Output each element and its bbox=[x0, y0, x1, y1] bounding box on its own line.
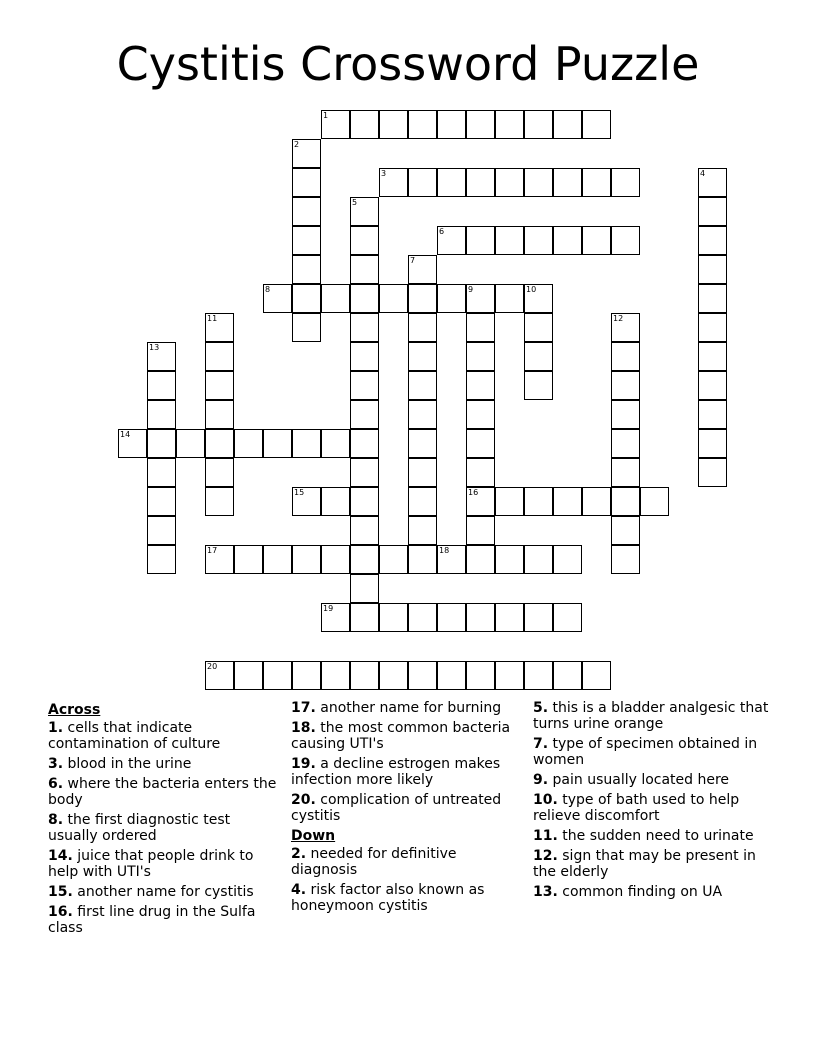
grid-cell[interactable] bbox=[408, 429, 437, 458]
grid-cell[interactable] bbox=[292, 284, 321, 313]
grid-cell[interactable] bbox=[118, 429, 147, 458]
grid-cell[interactable] bbox=[698, 429, 727, 458]
grid-cell[interactable] bbox=[321, 284, 350, 313]
clue-text: a decline estrogen makes infection more likely bbox=[291, 756, 501, 788]
grid-cell[interactable] bbox=[205, 429, 234, 458]
grid-cell[interactable] bbox=[466, 226, 495, 255]
grid-cell[interactable] bbox=[263, 429, 292, 458]
down-clue bbox=[291, 846, 523, 878]
grid-cell[interactable] bbox=[408, 661, 437, 690]
grid-cell[interactable] bbox=[379, 284, 408, 313]
grid-cell[interactable] bbox=[466, 110, 495, 139]
grid-cell[interactable] bbox=[495, 168, 524, 197]
grid-cell[interactable] bbox=[611, 400, 640, 429]
grid-cell[interactable] bbox=[408, 371, 437, 400]
grid-cell[interactable] bbox=[553, 168, 582, 197]
page-title: Cystitis Crossword Puzzle bbox=[116, 37, 700, 91]
grid-cell[interactable] bbox=[553, 603, 582, 632]
grid-cell[interactable] bbox=[582, 226, 611, 255]
grid-cell[interactable] bbox=[408, 342, 437, 371]
grid-cell[interactable] bbox=[495, 110, 524, 139]
clue-number-label: 12. bbox=[533, 848, 558, 864]
clue-number-label: 5. bbox=[533, 700, 549, 716]
clue-text: cells that indicate contamination of culture bbox=[48, 720, 221, 752]
grid-cell[interactable] bbox=[698, 458, 727, 487]
clue-number: 16 bbox=[468, 488, 479, 497]
grid-cell[interactable] bbox=[321, 110, 350, 139]
clue-number: 13 bbox=[149, 343, 160, 352]
across-clue bbox=[48, 848, 280, 880]
grid-cell[interactable] bbox=[205, 371, 234, 400]
grid-cell[interactable] bbox=[205, 400, 234, 429]
grid-cell[interactable] bbox=[292, 661, 321, 690]
clue-column-2 bbox=[291, 700, 523, 918]
grid-cell[interactable] bbox=[611, 168, 640, 197]
grid-cell[interactable] bbox=[524, 371, 553, 400]
clue-number-label: 14. bbox=[48, 848, 73, 864]
grid-cell[interactable] bbox=[147, 516, 176, 545]
across-clue bbox=[291, 720, 523, 752]
grid-cell[interactable] bbox=[553, 226, 582, 255]
grid-cell[interactable] bbox=[611, 545, 640, 574]
down-heading: Down bbox=[291, 828, 336, 844]
down-clue bbox=[533, 772, 773, 788]
grid-cell[interactable] bbox=[350, 313, 379, 342]
grid-cell[interactable] bbox=[495, 226, 524, 255]
grid-cell[interactable] bbox=[611, 342, 640, 371]
grid-cell[interactable] bbox=[292, 197, 321, 226]
clue-number: 18 bbox=[439, 546, 450, 555]
grid-cell[interactable] bbox=[292, 429, 321, 458]
grid-cell[interactable] bbox=[147, 371, 176, 400]
grid-cell[interactable] bbox=[611, 226, 640, 255]
grid-cell[interactable] bbox=[466, 313, 495, 342]
clue-number-label: 7. bbox=[533, 736, 549, 752]
grid-cell[interactable] bbox=[611, 371, 640, 400]
grid-cell[interactable] bbox=[553, 110, 582, 139]
grid-cell[interactable] bbox=[495, 284, 524, 313]
grid-cell[interactable] bbox=[408, 487, 437, 516]
grid-cell[interactable] bbox=[640, 487, 669, 516]
grid-cell[interactable] bbox=[292, 168, 321, 197]
grid-cell[interactable] bbox=[698, 371, 727, 400]
clue-text: where the bacteria enters the body bbox=[48, 776, 277, 808]
grid-cell[interactable] bbox=[147, 342, 176, 371]
grid-cell[interactable] bbox=[350, 371, 379, 400]
grid-cell[interactable] bbox=[350, 458, 379, 487]
grid-cell[interactable] bbox=[611, 458, 640, 487]
grid-cell[interactable] bbox=[437, 110, 466, 139]
down-clue bbox=[533, 792, 773, 824]
grid-cell[interactable] bbox=[524, 284, 553, 313]
grid-cell[interactable] bbox=[234, 545, 263, 574]
clue-text: needed for definitive diagnosis bbox=[291, 846, 457, 878]
grid-cell[interactable] bbox=[524, 487, 553, 516]
grid-cell[interactable] bbox=[147, 400, 176, 429]
clue-number: 4 bbox=[700, 169, 706, 178]
grid-cell[interactable] bbox=[437, 284, 466, 313]
clue-number: 7 bbox=[410, 256, 416, 265]
grid-cell[interactable] bbox=[321, 487, 350, 516]
grid-cell[interactable] bbox=[698, 313, 727, 342]
grid-cell[interactable] bbox=[495, 487, 524, 516]
grid-cell[interactable] bbox=[205, 661, 234, 690]
down-clue bbox=[533, 828, 773, 844]
clue-number: 20 bbox=[207, 662, 218, 671]
grid-cell[interactable] bbox=[321, 545, 350, 574]
grid-cell[interactable] bbox=[408, 400, 437, 429]
clue-text: the first diagnostic test usually ordered bbox=[48, 812, 231, 844]
grid-cell[interactable] bbox=[466, 487, 495, 516]
grid-cell[interactable] bbox=[350, 342, 379, 371]
clue-number-label: 17. bbox=[291, 700, 316, 716]
grid-cell[interactable] bbox=[350, 255, 379, 284]
grid-cell[interactable] bbox=[321, 603, 350, 632]
grid-cell[interactable] bbox=[611, 313, 640, 342]
grid-cell[interactable] bbox=[408, 545, 437, 574]
grid-cell[interactable] bbox=[466, 342, 495, 371]
grid-cell[interactable] bbox=[205, 487, 234, 516]
clue-number: 1 bbox=[323, 111, 329, 120]
clue-number-label: 13. bbox=[533, 884, 558, 900]
clue-number: 11 bbox=[207, 314, 218, 323]
grid-cell[interactable] bbox=[147, 545, 176, 574]
grid-cell[interactable] bbox=[350, 226, 379, 255]
grid-cell[interactable] bbox=[466, 545, 495, 574]
grid-cell[interactable] bbox=[147, 458, 176, 487]
across-clue bbox=[48, 776, 280, 808]
grid-cell[interactable] bbox=[350, 516, 379, 545]
grid-cell[interactable] bbox=[292, 313, 321, 342]
grid-cell[interactable] bbox=[466, 371, 495, 400]
across-clue bbox=[48, 884, 280, 900]
clue-text: complication of untreated cystitis bbox=[291, 792, 502, 824]
grid-cell[interactable] bbox=[437, 545, 466, 574]
grid-cell[interactable] bbox=[524, 603, 553, 632]
grid-cell[interactable] bbox=[263, 284, 292, 313]
clue-number-label: 19. bbox=[291, 756, 316, 772]
clue-number: 6 bbox=[439, 227, 445, 236]
grid-cell[interactable] bbox=[205, 458, 234, 487]
grid-cell[interactable] bbox=[379, 168, 408, 197]
clue-number: 14 bbox=[120, 430, 131, 439]
grid-cell[interactable] bbox=[292, 545, 321, 574]
grid-cell[interactable] bbox=[205, 545, 234, 574]
grid-cell[interactable] bbox=[350, 197, 379, 226]
across-clue bbox=[291, 756, 523, 788]
grid-cell[interactable] bbox=[350, 545, 379, 574]
clue-number-label: 16. bbox=[48, 904, 73, 920]
grid-cell[interactable] bbox=[379, 603, 408, 632]
grid-cell[interactable] bbox=[582, 487, 611, 516]
grid-cell[interactable] bbox=[495, 545, 524, 574]
clue-column-3 bbox=[533, 700, 773, 904]
grid-cell[interactable] bbox=[466, 429, 495, 458]
clue-text: pain usually located here bbox=[552, 772, 730, 788]
down-clue bbox=[533, 884, 773, 900]
grid-cell[interactable] bbox=[350, 603, 379, 632]
grid-cell[interactable] bbox=[466, 661, 495, 690]
clue-number: 3 bbox=[381, 169, 387, 178]
clue-number-label: 2. bbox=[291, 846, 307, 862]
clue-text: another name for cystitis bbox=[77, 884, 254, 900]
grid-cell[interactable] bbox=[495, 661, 524, 690]
clue-number-label: 10. bbox=[533, 792, 558, 808]
clue-number-label: 8. bbox=[48, 812, 64, 828]
grid-cell[interactable] bbox=[292, 226, 321, 255]
grid-cell[interactable] bbox=[524, 661, 553, 690]
grid-cell[interactable] bbox=[205, 313, 234, 342]
across-clue bbox=[48, 720, 280, 752]
grid-cell[interactable] bbox=[466, 168, 495, 197]
grid-cell[interactable] bbox=[350, 400, 379, 429]
grid-cell[interactable] bbox=[611, 487, 640, 516]
grid-cell[interactable] bbox=[524, 342, 553, 371]
clue-number: 15 bbox=[294, 488, 305, 497]
clue-number: 12 bbox=[613, 314, 624, 323]
clue-number: 8 bbox=[265, 285, 271, 294]
grid-cell[interactable] bbox=[582, 168, 611, 197]
grid-cell[interactable] bbox=[379, 110, 408, 139]
grid-cell[interactable] bbox=[321, 661, 350, 690]
grid-cell[interactable] bbox=[698, 226, 727, 255]
grid-cell[interactable] bbox=[408, 284, 437, 313]
clue-text: sign that may be present in the elderly bbox=[533, 848, 756, 880]
clue-text: the most common bacteria causing UTI's bbox=[291, 720, 511, 752]
clue-number-label: 11. bbox=[533, 828, 558, 844]
grid-cell[interactable] bbox=[263, 545, 292, 574]
grid-cell[interactable] bbox=[234, 429, 263, 458]
grid-cell[interactable] bbox=[263, 661, 292, 690]
grid-cell[interactable] bbox=[466, 284, 495, 313]
clue-number: 5 bbox=[352, 198, 358, 207]
clue-column-1 bbox=[48, 700, 280, 940]
grid-cell[interactable] bbox=[698, 197, 727, 226]
clue-number-label: 6. bbox=[48, 776, 64, 792]
clue-text: type of bath used to help relieve discomfort bbox=[533, 792, 740, 824]
grid-cell[interactable] bbox=[234, 661, 263, 690]
down-clue bbox=[291, 882, 523, 914]
across-clue bbox=[291, 792, 523, 824]
grid-cell[interactable] bbox=[466, 458, 495, 487]
clues-section bbox=[0, 700, 816, 1000]
grid-cell[interactable] bbox=[553, 661, 582, 690]
grid-cell[interactable] bbox=[495, 603, 524, 632]
across-heading: Across bbox=[48, 702, 101, 718]
clue-text: this is a bladder analgesic that turns urine orange bbox=[533, 700, 769, 732]
grid-cell[interactable] bbox=[147, 429, 176, 458]
clue-number-label: 9. bbox=[533, 772, 549, 788]
grid-cell[interactable] bbox=[582, 661, 611, 690]
clue-number: 2 bbox=[294, 140, 300, 149]
down-clue bbox=[533, 848, 773, 880]
clue-text: juice that people drink to help with UTI's bbox=[48, 848, 254, 880]
across-clue bbox=[291, 700, 523, 716]
grid-cell[interactable] bbox=[524, 313, 553, 342]
grid-cell[interactable] bbox=[408, 313, 437, 342]
grid-cell[interactable] bbox=[147, 487, 176, 516]
grid-cell[interactable] bbox=[408, 603, 437, 632]
clue-number: 19 bbox=[323, 604, 334, 613]
clue-number-label: 15. bbox=[48, 884, 73, 900]
grid-cell[interactable] bbox=[466, 516, 495, 545]
grid-cell[interactable] bbox=[698, 400, 727, 429]
grid-cell[interactable] bbox=[698, 168, 727, 197]
grid-cell[interactable] bbox=[408, 110, 437, 139]
clue-number-label: 20. bbox=[291, 792, 316, 808]
grid-cell[interactable] bbox=[408, 458, 437, 487]
grid-cell[interactable] bbox=[350, 284, 379, 313]
grid-cell[interactable] bbox=[698, 342, 727, 371]
clue-number: 17 bbox=[207, 546, 218, 555]
grid-cell[interactable] bbox=[350, 661, 379, 690]
grid-cell[interactable] bbox=[611, 516, 640, 545]
grid-cell[interactable] bbox=[292, 139, 321, 168]
clue-text: another name for burning bbox=[320, 700, 502, 716]
across-clue bbox=[48, 812, 280, 844]
grid-cell[interactable] bbox=[524, 110, 553, 139]
grid-cell[interactable] bbox=[437, 168, 466, 197]
clue-text: risk factor also known as honeymoon cystitis bbox=[291, 882, 485, 914]
grid-cell[interactable] bbox=[292, 255, 321, 284]
grid-cell[interactable] bbox=[350, 429, 379, 458]
grid-cell[interactable] bbox=[205, 342, 234, 371]
grid-cell[interactable] bbox=[437, 226, 466, 255]
clue-number: 10 bbox=[526, 285, 537, 294]
clue-text: blood in the urine bbox=[67, 756, 192, 772]
grid-cell[interactable] bbox=[524, 545, 553, 574]
grid-cell[interactable] bbox=[524, 168, 553, 197]
grid-cell[interactable] bbox=[524, 226, 553, 255]
grid-cell[interactable] bbox=[321, 429, 350, 458]
grid-cell[interactable] bbox=[553, 545, 582, 574]
grid-cell[interactable] bbox=[379, 545, 408, 574]
grid-cell[interactable] bbox=[379, 661, 408, 690]
clue-number-label: 1. bbox=[48, 720, 64, 736]
grid-cell[interactable] bbox=[698, 284, 727, 313]
clue-number-label: 18. bbox=[291, 720, 316, 736]
grid-cell[interactable] bbox=[408, 255, 437, 284]
clue-text: common finding on UA bbox=[562, 884, 723, 900]
clue-text: the sudden need to urinate bbox=[562, 828, 754, 844]
clue-number: 9 bbox=[468, 285, 474, 294]
grid-cell[interactable] bbox=[466, 400, 495, 429]
grid-cell[interactable] bbox=[292, 487, 321, 516]
grid-cell[interactable] bbox=[611, 429, 640, 458]
grid-cell[interactable] bbox=[582, 110, 611, 139]
grid-cell[interactable] bbox=[437, 661, 466, 690]
grid-cell[interactable] bbox=[350, 110, 379, 139]
grid-cell[interactable] bbox=[350, 487, 379, 516]
down-clue bbox=[533, 700, 773, 732]
across-clue bbox=[48, 904, 280, 936]
grid-cell[interactable] bbox=[698, 255, 727, 284]
grid-cell[interactable] bbox=[408, 168, 437, 197]
grid-cell[interactable] bbox=[437, 603, 466, 632]
clue-text: type of specimen obtained in women bbox=[533, 736, 758, 768]
clue-text: first line drug in the Sulfa class bbox=[48, 904, 256, 936]
clue-number-label: 4. bbox=[291, 882, 307, 898]
grid-cell[interactable] bbox=[553, 487, 582, 516]
across-clue bbox=[48, 756, 280, 772]
grid-cell[interactable] bbox=[176, 429, 205, 458]
grid-cell[interactable] bbox=[466, 603, 495, 632]
grid-cell[interactable] bbox=[408, 516, 437, 545]
down-clue bbox=[533, 736, 773, 768]
clue-number-label: 3. bbox=[48, 756, 64, 772]
grid-cell[interactable] bbox=[350, 574, 379, 603]
